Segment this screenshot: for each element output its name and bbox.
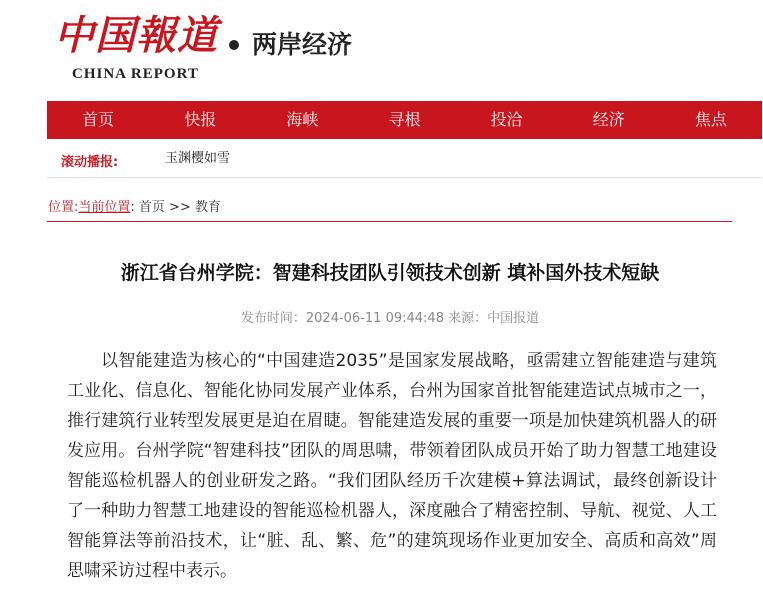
article-title: 浙江省台州学院：智建科技团队引领技术创新 填补国外技术短缺 (120, 262, 660, 284)
ticker-label: 滚动播报: (61, 155, 119, 170)
nav-item-investment[interactable]: 投洽 (490, 110, 523, 129)
main-nav (47, 101, 762, 139)
breadcrumb-divider (47, 221, 732, 222)
separator-dot (229, 40, 239, 50)
site-logo-english: CHINA REPORT (72, 66, 199, 82)
news-ticker (47, 139, 762, 178)
site-logo[interactable]: 中国報道 (54, 12, 218, 59)
breadcrumb-prefix: 位置: (48, 200, 79, 215)
nav-item-focus[interactable]: 焦点 (694, 110, 727, 129)
article-meta: 发布时间：2024-06-11 09:44:48 来源：中国报道 (240, 311, 540, 326)
breadcrumb-path: : 首页 >> 教育 (130, 200, 221, 215)
site-header (0, 0, 763, 98)
nav-item-home[interactable]: 首页 (82, 110, 115, 129)
ticker-headline-link[interactable]: 玉渊樱如雪 (165, 151, 231, 166)
nav-item-news[interactable]: 快报 (184, 110, 217, 129)
nav-item-strait[interactable]: 海峡 (286, 110, 319, 129)
breadcrumb-current-link[interactable]: 当前位置 (78, 200, 131, 215)
nav-item-roots[interactable]: 寻根 (388, 110, 421, 129)
nav-item-economy[interactable]: 经济 (592, 110, 625, 129)
section-title: 两岸经济 (252, 30, 353, 59)
article-body: 以智能建造为核心的“中国建造2035”是国家发展战略，亟需建立智能建造与建筑工业化、信息化、智能化协同发展产业体系，台州为国家首批智能建造试点城市之一，推行建筑行业转型发展更是迫在眉睫。智能建造发展的重要一项是加快建筑机器人的研发应用。台州学院“智建科技”团队的周思啸，带领着团队成员开始了助力智慧工地建设智能巡检机器人的创业研发之路。“我们团队经历千次建模+算法调试，最终创新设计了一种助力智慧工地建设的智能巡检机器人，深度融合了精密控制、导航、视觉、人工智能算法等前沿技术，让“脏、乱、繁、危”的建筑现场作业更加安全、高质和高效”周思啸采访过程中表示。 (67, 351, 717, 581)
breadcrumb (48, 196, 221, 215)
